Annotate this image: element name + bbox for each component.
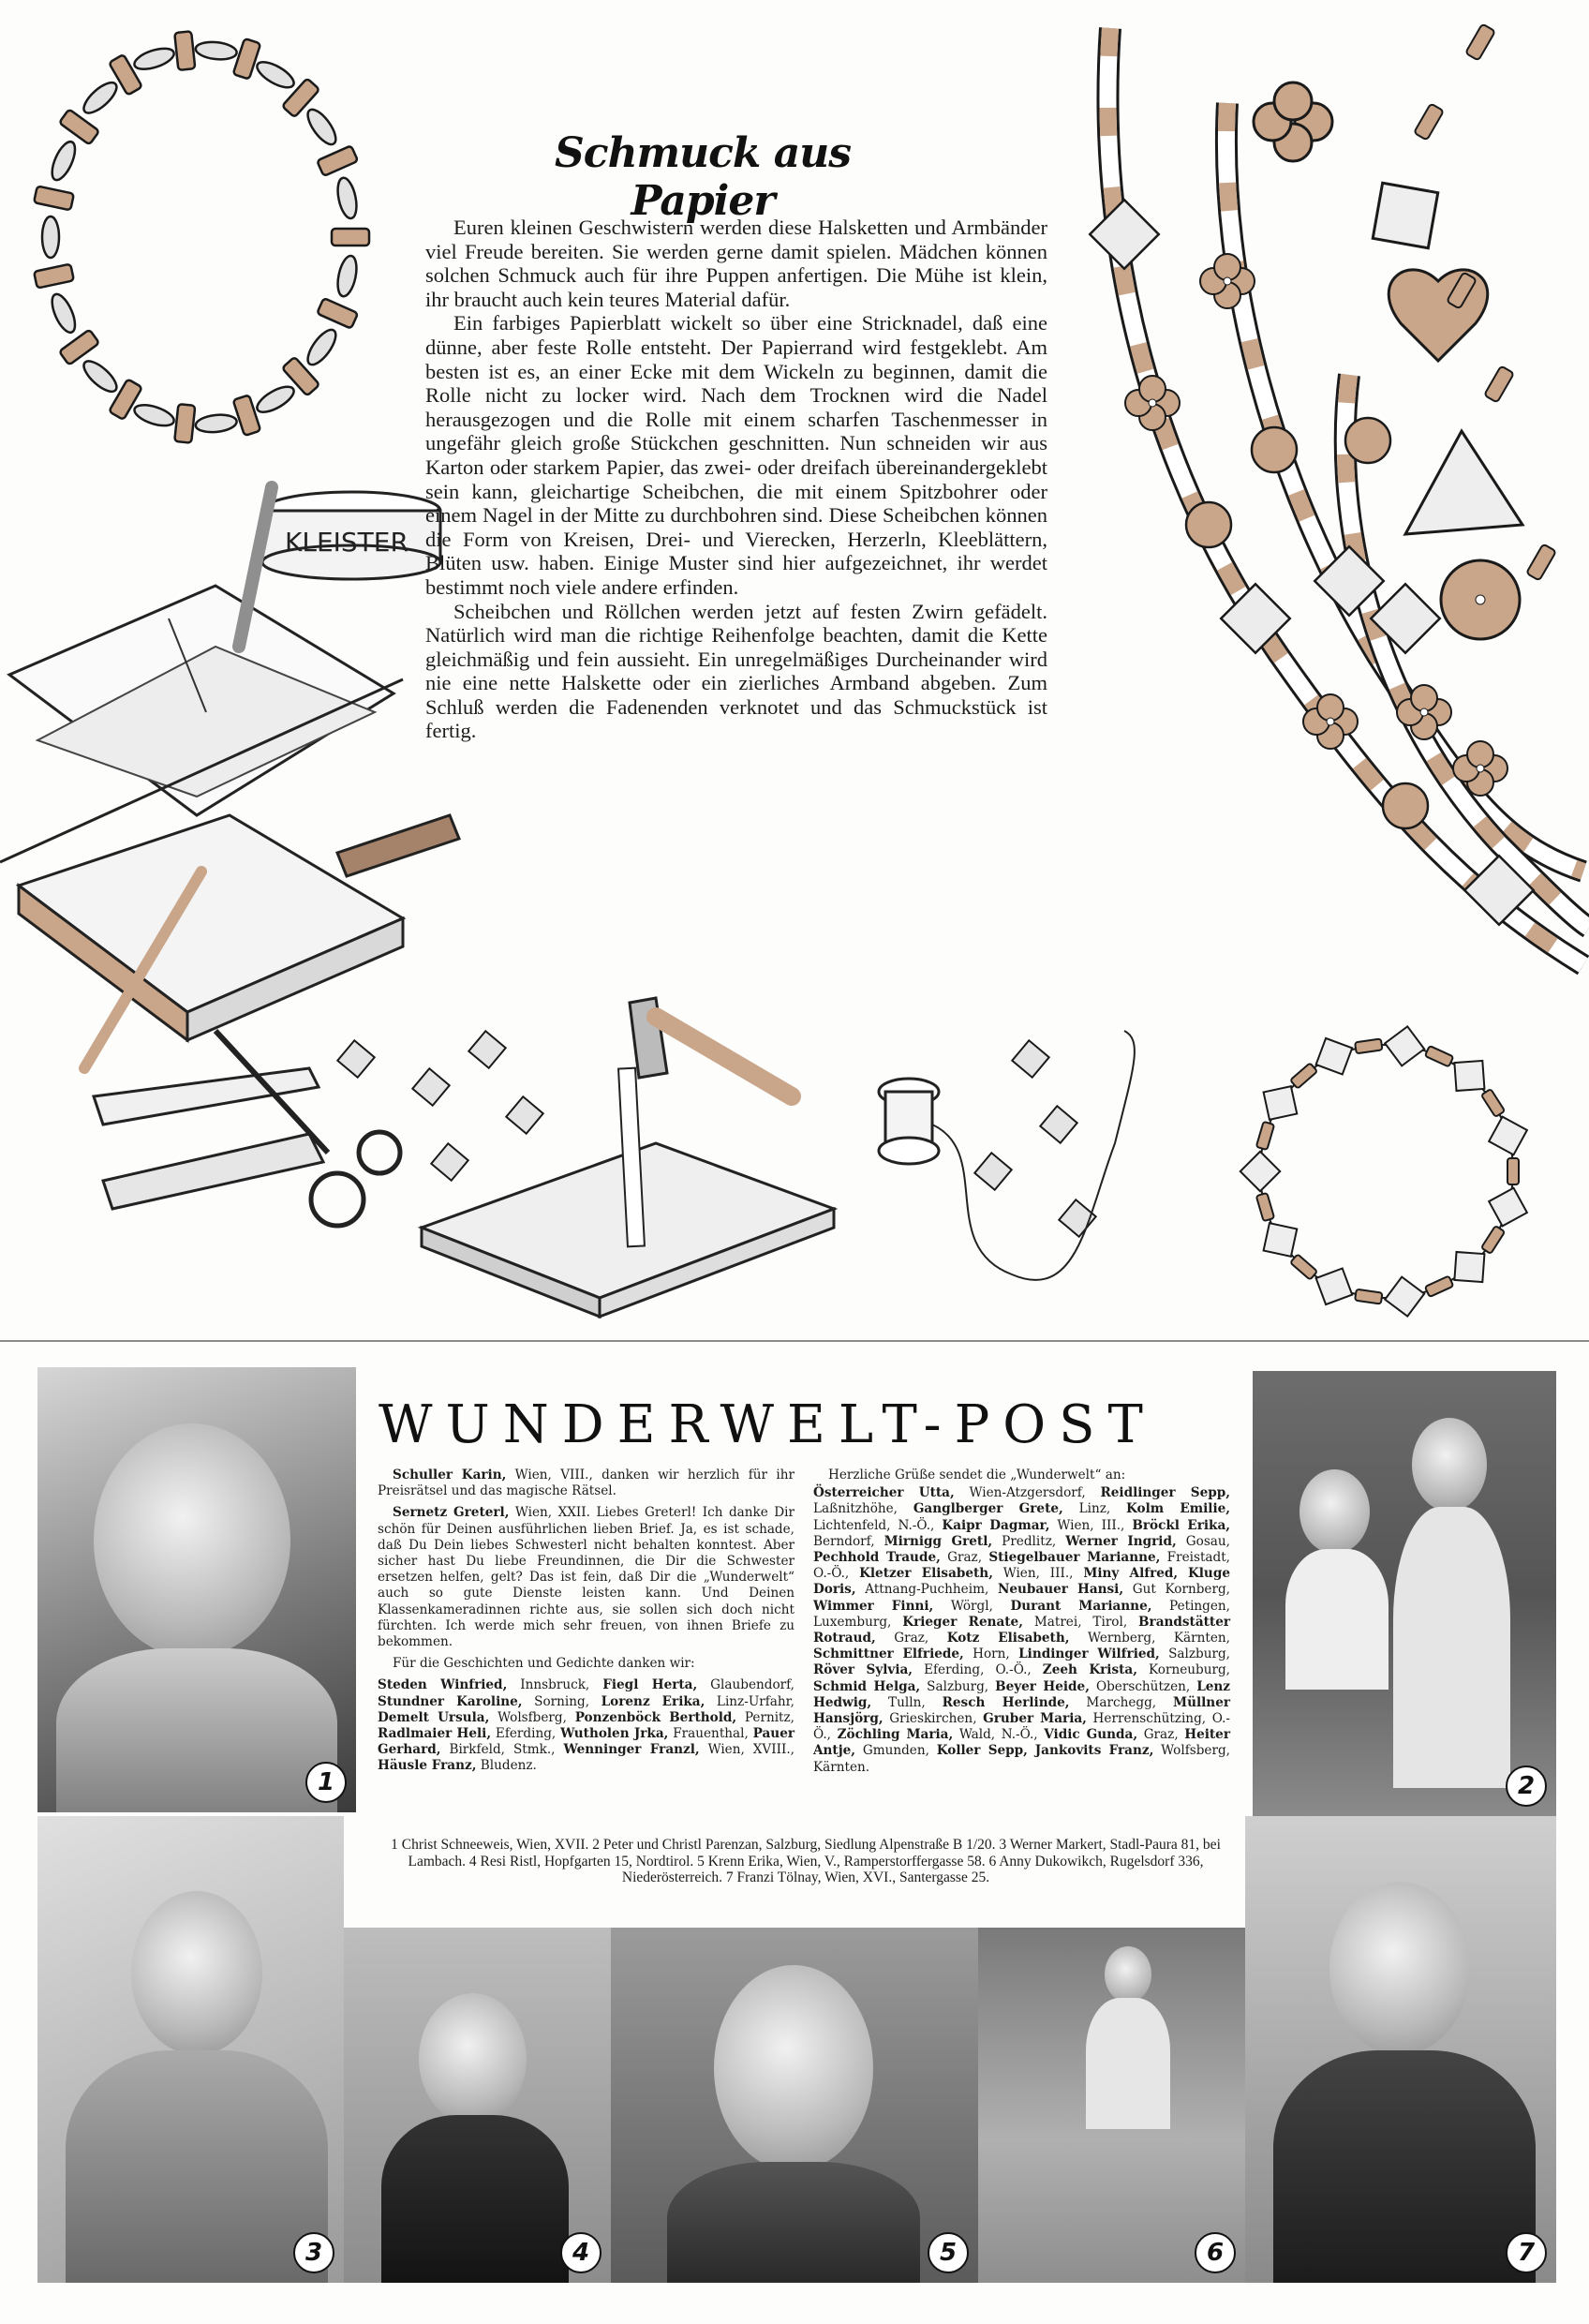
- bracelet-square: [1385, 1277, 1424, 1317]
- bracelet-square: [1489, 1117, 1527, 1155]
- photo-number-badge: 7: [1506, 2232, 1547, 2273]
- clover-disc: [1317, 694, 1344, 721]
- person-place: Wörgl,: [933, 1598, 1011, 1614]
- person-place: Freistadt, O.-Ö.,: [813, 1550, 1230, 1582]
- paper-disc-bead: [303, 105, 340, 148]
- reply-text: Wien, VIII., danken wir herzlich für ihr Preisrätsel und das magische Rätsel.: [378, 1467, 794, 1499]
- bracelet-tube: [1507, 1158, 1519, 1184]
- person-place: Glaubendorf,: [697, 1677, 795, 1693]
- person-place: Berndorf,: [813, 1533, 884, 1549]
- paper-disc-bead: [132, 44, 176, 73]
- person-name: Pauer Gerhard,: [378, 1726, 794, 1758]
- person-name: Mirnigg Gretl,: [884, 1533, 993, 1549]
- person-place: Innsbruck,: [507, 1677, 603, 1693]
- paper-disc-bead: [253, 381, 297, 417]
- person-place: Horn,: [963, 1646, 1019, 1662]
- person-place: Attnang-Puchheim,: [855, 1582, 998, 1598]
- person-place: Oberschützen,: [1089, 1678, 1197, 1694]
- person-name: Lorenz Erika,: [601, 1693, 705, 1709]
- person-place: Grieskirchen,: [883, 1711, 984, 1727]
- person-name: Lenz Hedwig,: [813, 1678, 1231, 1710]
- person-place: Wien-Atzgersdorf,: [954, 1485, 1101, 1501]
- person-name: Kletzer Elisabeth,: [859, 1566, 993, 1582]
- person-place: Laßnitzhöhe,: [813, 1501, 913, 1517]
- thanks-intro: Für die Geschichten und Gedichte danken wir:: [393, 1656, 695, 1672]
- bracelet-tube: [1425, 1046, 1453, 1067]
- person-name: Heiter Antje,: [813, 1727, 1230, 1759]
- bracelet-tube: [1290, 1254, 1317, 1279]
- recipient-name: Schuller Karin,: [393, 1467, 507, 1482]
- person-place: Wien, XVIII.,: [699, 1742, 794, 1758]
- photo-captions: 1 Christ Schneeweis, Wien, XVII. 2 Peter und Christl Parenzan, Salzburg, Siedlung Alpenstraße B 1/20. 3 Werner Markert, Stadl-Paura 81, bei Lambach. 4 Resi Ristl, Hopfgarten 15, Nordtirol. 5 Krenn Erika, Wien, V., Ramperstorffergasse 58. 6 Anny Dukowikch, Rugelsdorf 336, Niederösterreich. 7 Franzi Tölnay, Wien, XVI., Santergasse 25.: [391, 1837, 1221, 1885]
- photo-number-badge: 3: [293, 2232, 334, 2273]
- person-place: Wien, III.,: [992, 1566, 1084, 1582]
- person-place: Eferding, O.-Ö.,: [913, 1662, 1043, 1678]
- person-place: Korneuburg,: [1136, 1662, 1231, 1678]
- person-name: Röver Sylvia,: [813, 1662, 913, 1678]
- paper-disc-bead: [48, 139, 80, 184]
- person-place: Salzburg,: [920, 1678, 996, 1694]
- square-shape: [1373, 183, 1438, 248]
- person-name: Reidlinger Sepp,: [1100, 1485, 1231, 1501]
- person-place: Gmunden,: [855, 1743, 937, 1759]
- person-place: Wernberg, Kärnten,: [1069, 1631, 1230, 1646]
- paper-disc-bead: [334, 176, 360, 220]
- cut-paper-square: [431, 1143, 468, 1180]
- recipient-name: Sernetz Greterl,: [393, 1505, 510, 1521]
- paper-tube-bead: [174, 404, 195, 443]
- person-name: Pechhold Traude,: [813, 1550, 941, 1566]
- person-place: Linz-Urfahr,: [705, 1693, 794, 1709]
- clover-disc: [1214, 254, 1240, 280]
- person-place: Lichtenfeld, N.-Ö.,: [813, 1517, 943, 1533]
- photo-number-badge: 6: [1195, 2232, 1236, 2273]
- reply-text: Wien, XXII. Liebes Greterl! Ich danke Dir schön für Deinen ausführlichen lieben Brief. Ja, es ist schade, daß Du Dein liebes Schwesterl nicht behalten konntest. Aber sicher hast Du liebe Freundinnen, die Dir die Schwester ersetzen helfen, gelt? Das ist fein, daß Dir die „Wunderwelt“ auch so gute Dienste leisten kann. Und Deinen Klassenkameradinnen richte aus, sie sollen sich doch nicht fürchten. Ich werde mich sehr freuen, von ihnen Briefe zu bekommen.: [378, 1505, 794, 1650]
- article-paragraph: Scheibchen und Röllchen werden jetzt auf festen Zwirn gefädelt. Natürlich wird man die richtige Reihenfolge beachten, damit die Kette gleichmäßig und fein aussieht. Ein unregelmäßiges Durcheinander wird nie eine nette Halskette oder ein zierliches Armband abgeben. Zum Schluß werden die Fadenenden verknotet und das Schmuckstück ist fertig.: [425, 599, 1047, 743]
- greetings-intro: Herzliche Grüße sendet die „Wunderwelt“ an:: [828, 1467, 1126, 1482]
- round-disc: [1383, 783, 1428, 828]
- person-name: Ponzenböck Berthold,: [574, 1709, 737, 1725]
- paper-disc-bead: [80, 78, 122, 118]
- person-place: Wolsfberg,: [489, 1709, 575, 1725]
- person-place: [1028, 1743, 1035, 1758]
- person-place: Bludenz.: [476, 1758, 537, 1774]
- person-place: Graz,: [875, 1631, 947, 1646]
- paper-tube-bead: [317, 145, 358, 176]
- clover-hole: [1477, 765, 1484, 772]
- paper-tube-bead: [34, 264, 74, 289]
- person-name: Miny Alfred,: [1083, 1566, 1179, 1582]
- cut-paper-square: [1040, 1106, 1077, 1142]
- circle-hole: [1476, 595, 1485, 604]
- cut-paper-square: [337, 1040, 374, 1077]
- person-name: Beyer Heide,: [995, 1678, 1090, 1694]
- person-name: Bröckl Erika,: [1132, 1517, 1231, 1533]
- person-name: Kolm Emilie,: [1126, 1501, 1230, 1517]
- photo-number-badge: 1: [305, 1762, 347, 1803]
- person-name: Wutholen Jrka,: [560, 1726, 669, 1742]
- photo-7-boy: [1245, 1816, 1556, 2283]
- person-name: Kaipr Dagmar,: [942, 1517, 1050, 1533]
- clover-disc: [1467, 741, 1493, 767]
- person-name: Ganglberger Grete,: [913, 1501, 1063, 1517]
- article-paragraph: Euren kleinen Geschwistern werden diese Halsketten und Armbänder viel Freude bereiten. Sie werden gerne damit spielen. Mädchen können solchen Schmuck auch für ihre Puppen anfertigen. Die Mühe ist klein, ihr braucht auch kein teures Material dafür.: [425, 216, 1047, 311]
- person-place: Predlitz,: [992, 1533, 1066, 1549]
- person-place: Linz,: [1062, 1501, 1127, 1517]
- person-name: Stiegelbauer Marianne,: [988, 1550, 1161, 1566]
- person-name: Koller Sepp,: [936, 1743, 1028, 1759]
- clover-hole: [1149, 399, 1156, 407]
- cut-paper-square: [1012, 1040, 1048, 1077]
- thanks-names-list: [378, 1677, 794, 1774]
- photo-3-boy: [37, 1816, 344, 2283]
- paper-disc-bead: [195, 40, 238, 62]
- bracelet-tube: [1355, 1289, 1382, 1304]
- photo-6-girl-on-chair: [978, 1928, 1245, 2283]
- post-column-1: [378, 1467, 794, 1780]
- loose-tube-bead: [1465, 23, 1495, 60]
- person-name: Müllner Hansjörg,: [813, 1694, 1230, 1727]
- clover-shape: [1274, 82, 1312, 120]
- person-name: Häusle Franz,: [378, 1758, 477, 1774]
- square-disc: [1090, 200, 1159, 269]
- person-name: Kluge Doris,: [813, 1566, 1230, 1598]
- loose-tube-bead: [1414, 103, 1444, 140]
- round-disc: [1186, 502, 1231, 547]
- bracelet-square: [1489, 1188, 1527, 1227]
- person-name: Stundner Karoline,: [378, 1693, 523, 1709]
- person-name: Krieger Renate,: [902, 1614, 1023, 1630]
- person-name: Zöchling Maria,: [837, 1727, 954, 1743]
- person-name: Resch Herlinde,: [942, 1694, 1070, 1710]
- person-name: Kotz Elisabeth,: [946, 1631, 1070, 1646]
- person-name: Österreicher Utta,: [813, 1485, 955, 1501]
- round-disc: [1345, 418, 1390, 463]
- bracelet-square: [1240, 1152, 1280, 1191]
- paper-disc-bead: [303, 325, 340, 368]
- photo-number-badge: 2: [1506, 1765, 1547, 1807]
- paper-tube-bead: [332, 229, 369, 246]
- person-name: Radlmaier Heli,: [378, 1726, 492, 1742]
- thread-spool-icon: [879, 1031, 1135, 1280]
- bracelet-tube: [1425, 1276, 1453, 1298]
- paper-disc-bead: [80, 356, 122, 396]
- person-place: Eferding,: [491, 1726, 561, 1742]
- person-place: Gosau,: [1176, 1533, 1230, 1549]
- paper-tube-bead: [59, 109, 99, 144]
- person-name: Durant Marianne,: [1010, 1598, 1152, 1614]
- paper-disc-bead: [334, 254, 360, 298]
- person-place: Sorning,: [522, 1693, 601, 1709]
- loose-tube-bead: [1526, 544, 1556, 580]
- person-name: Gruber Maria,: [983, 1711, 1087, 1727]
- cut-paper-square: [412, 1068, 449, 1105]
- letter-reply: [378, 1505, 794, 1650]
- person-place: Wien, III.,: [1049, 1517, 1133, 1533]
- photo-4-girl: [344, 1928, 611, 2283]
- bead-chains-illustration: [1090, 28, 1589, 965]
- bracelet-square: [1316, 1269, 1353, 1305]
- photo-5-girl: [611, 1928, 978, 2283]
- paper-disc-bead: [253, 57, 297, 93]
- bracelet-tube: [1481, 1226, 1505, 1254]
- paste-pot-label: KLEISTER: [285, 527, 408, 558]
- person-name: Wenninger Franzl,: [563, 1742, 700, 1758]
- person-place: Salzburg,: [1159, 1646, 1231, 1662]
- cut-paper-square: [974, 1153, 1011, 1189]
- paper-tube-bead: [59, 330, 99, 365]
- bead-necklace-illustration: [34, 31, 369, 442]
- cut-paper-square: [468, 1031, 505, 1067]
- person-place: Birkfeld, Stmk.,: [440, 1742, 564, 1758]
- person-place: Herrenschützing, O.-Ö.,: [813, 1711, 1230, 1743]
- round-disc: [1252, 427, 1297, 472]
- photo-number-badge: 4: [560, 2232, 601, 2273]
- post-column-2: [813, 1467, 1230, 1781]
- loose-tube-bead: [1484, 365, 1514, 402]
- person-name: Schmittner Elfriede,: [813, 1646, 964, 1662]
- person-place: Gut Kornberg,: [1123, 1582, 1230, 1598]
- bracelet-square: [1385, 1026, 1424, 1065]
- bracelet-square: [1454, 1252, 1484, 1282]
- bracelet-illustration: [1240, 1026, 1527, 1316]
- bracelet-square: [1316, 1038, 1353, 1075]
- letter-reply: [378, 1467, 794, 1499]
- person-name: Schmid Helga,: [813, 1678, 921, 1694]
- paper-rolling-illustration: [0, 586, 403, 862]
- bracelet-tube: [1355, 1038, 1382, 1053]
- person-name: Werner Ingrid,: [1065, 1533, 1177, 1549]
- bracelet-tube: [1256, 1122, 1274, 1150]
- person-name: Neubauer Hansi,: [997, 1582, 1124, 1598]
- article-title: Schmuck aus Papier: [555, 129, 851, 225]
- person-name: Jankovits Franz,: [1034, 1743, 1154, 1759]
- person-place: [1178, 1566, 1188, 1581]
- clover-hole: [1327, 718, 1334, 725]
- person-name: Wimmer Finni,: [813, 1598, 934, 1614]
- person-place: Frauenthal,: [668, 1726, 753, 1742]
- greetings-names-list: [813, 1485, 1230, 1776]
- bracelet-square: [1454, 1061, 1484, 1091]
- bracelet-square: [1264, 1223, 1298, 1257]
- person-place: Petingen, Luxemburg,: [813, 1598, 1230, 1630]
- clover-disc: [1411, 685, 1437, 711]
- person-name: Zeeh Krista,: [1042, 1662, 1137, 1678]
- paper-disc-bead: [195, 413, 238, 435]
- section-divider: [0, 1340, 1589, 1342]
- bracelet-tube: [1290, 1063, 1317, 1088]
- person-place: Matrei, Tirol,: [1022, 1614, 1139, 1630]
- person-name: Lindinger Wilfried,: [1018, 1646, 1160, 1662]
- clover-hole: [1224, 277, 1231, 285]
- person-place: Marchegg,: [1069, 1694, 1174, 1710]
- person-name: Brandstätter Rotraud,: [813, 1614, 1231, 1646]
- person-place: Wald, N.-Ö.,: [953, 1727, 1045, 1743]
- cutting-board-illustration: [19, 815, 459, 1068]
- paper-tube-bead: [174, 31, 195, 70]
- clover-hole: [1420, 708, 1428, 716]
- person-name: Vidic Gunda,: [1044, 1727, 1138, 1743]
- person-place: Graz,: [1137, 1727, 1185, 1743]
- paper-disc-bead: [132, 401, 176, 430]
- triangle-shape: [1405, 431, 1522, 534]
- person-place: Graz,: [940, 1550, 989, 1566]
- paper-tube-bead: [233, 395, 260, 436]
- person-name: Fiegl Herta,: [602, 1677, 698, 1693]
- paper-tube-bead: [34, 186, 74, 210]
- person-place: Pernitz,: [736, 1709, 795, 1725]
- bracelet-square: [1264, 1086, 1298, 1120]
- cut-paper-square: [506, 1096, 542, 1133]
- paper-disc-bead: [48, 291, 80, 336]
- photo-number-badge: 5: [928, 2232, 969, 2273]
- post-section-title: WUNDERWELT-POST: [379, 1394, 1156, 1455]
- article-body: [425, 216, 1047, 743]
- paper-tube-bead: [233, 38, 260, 80]
- letters-list: [378, 1467, 794, 1650]
- paper-disc-bead: [42, 216, 59, 258]
- clover-disc: [1139, 376, 1166, 402]
- photo-2-siblings: [1253, 1371, 1556, 1816]
- paper-tube-bead: [317, 298, 358, 329]
- article-paragraph: Ein farbiges Papierblatt wickelt so über eine Stricknadel, daß eine dünne, aber feste Rolle entsteht. Der Papierrand wird festgeklebt. Am besten ist es, an einer Ecke mit dem Wickeln zu beginnen, damit die Rolle nicht zu locker wird. Nach dem Trocknen wird die Nadel herausgezogen und die Rolle mit einem scharfen Taschenmesser in ungefähr gleich große Stückchen geschnitten. Nun schneiden wir aus Karton oder starkem Papier, das zwei- oder dreifach übereinandergeklebt sein kann, gleichartige Scheibchen, die mit einem Spitzbohrer oder einem Nagel in der Mitte zu durchbohren sind. Diese Scheibchen können die Form von Kreisen, Drei- und Vierecken, Herzerln, Kleeblättern, Blüten usw. haben. Einige Muster sind hier aufgezeichnet, ihr werdet bestimmt noch viele andere erfinden.: [425, 311, 1047, 599]
- person-place: Tulln,: [871, 1694, 943, 1710]
- photo-1-baby: [37, 1367, 356, 1812]
- person-name: Steden Winfried,: [378, 1677, 508, 1693]
- person-place: Wolfsberg, Kärnten.: [813, 1743, 1230, 1775]
- person-name: Demelt Ursula,: [378, 1709, 490, 1725]
- bracelet-tube: [1256, 1193, 1274, 1221]
- bracelet-tube: [1481, 1089, 1505, 1117]
